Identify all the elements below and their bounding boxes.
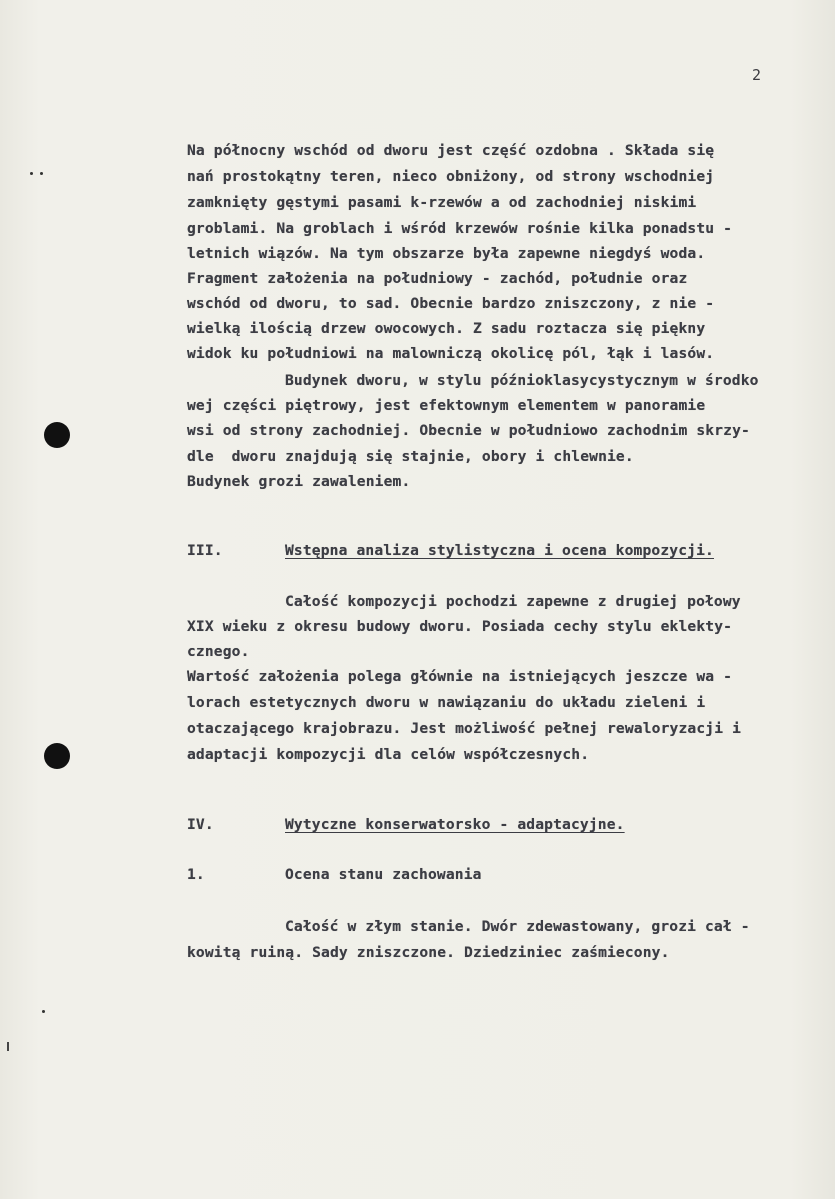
- margin-mark: [40, 172, 43, 175]
- text-line: adaptacji kompozycji dla celów współczesnych.: [187, 746, 590, 763]
- text-line: Budynek dworu, w stylu późnioklasycystycznym w środko: [285, 372, 759, 389]
- text-line: Całość kompozycji pochodzi zapewne z drugiej połowy: [285, 593, 741, 610]
- text-line: groblami. Na groblach i wśród krzewów rośnie kilka ponadstu -: [187, 220, 733, 237]
- text-line: widok ku południowi na malowniczą okolicę pól, łąk i lasów.: [187, 345, 715, 362]
- text-line: wej części piętrowy, jest efektownym elementem w panoramie: [187, 397, 706, 414]
- section-number: III.: [187, 542, 223, 559]
- text-line: Całość w złym stanie. Dwór zdewastowany, grozi cał -: [285, 918, 750, 935]
- subsection-title: Ocena stanu zachowania: [285, 866, 482, 883]
- text-line: zamknięty gęstymi pasami k-rzewów a od zachodniej niskimi: [187, 194, 697, 211]
- text-line: wschód od dworu, to sad. Obecnie bardzo zniszczony, z nie -: [187, 295, 715, 312]
- margin-mark: [30, 172, 33, 175]
- section-number: IV.: [187, 816, 214, 833]
- page-number: 2: [752, 66, 762, 84]
- text-line: letnich wiązów. Na tym obszarze była zapewne niegdyś woda.: [187, 245, 706, 262]
- section-title: Wytyczne konserwatorsko - adaptacyjne.: [285, 816, 625, 833]
- margin-mark: [7, 1042, 9, 1051]
- text-line: Na północny wschód od dworu jest część ozdobna . Składa się: [187, 142, 715, 159]
- text-line: dle dworu znajdują się stajnie, obory i chlewnie.: [187, 448, 634, 465]
- margin-mark: [42, 1010, 45, 1013]
- text-line: otaczającego krajobrazu. Jest możliwość pełnej rewaloryzacji i: [187, 720, 742, 737]
- text-line: cznego.: [187, 643, 250, 660]
- punch-hole-icon: [44, 422, 70, 448]
- text-line: lorach estetycznych dworu w nawiązaniu do układu zieleni i: [187, 694, 706, 711]
- text-line: kowitą ruiną. Sady zniszczone. Dziedziniec zaśmiecony.: [187, 944, 670, 961]
- text-line: wielką ilością drzew owocowych. Z sadu roztacza się piękny: [187, 320, 706, 337]
- text-line: wsi od strony zachodniej. Obecnie w południowo zachodnim skrzy-: [187, 422, 750, 439]
- punch-hole-icon: [44, 743, 70, 769]
- section-title: Wstępna analiza stylistyczna i ocena kompozycji.: [285, 542, 714, 559]
- text-line: Wartość założenia polega głównie na istniejących jeszcze wa -: [187, 668, 733, 685]
- text-line: nań prostokątny teren, nieco obniżony, od strony wschodniej: [187, 168, 715, 185]
- text-line: XIX wieku z okresu budowy dworu. Posiada cechy stylu eklekty-: [187, 618, 733, 635]
- text-line: Budynek grozi zawaleniem.: [187, 473, 411, 490]
- subsection-number: 1.: [187, 866, 205, 883]
- text-line: Fragment założenia na południowy - zachód, południe oraz: [187, 270, 688, 287]
